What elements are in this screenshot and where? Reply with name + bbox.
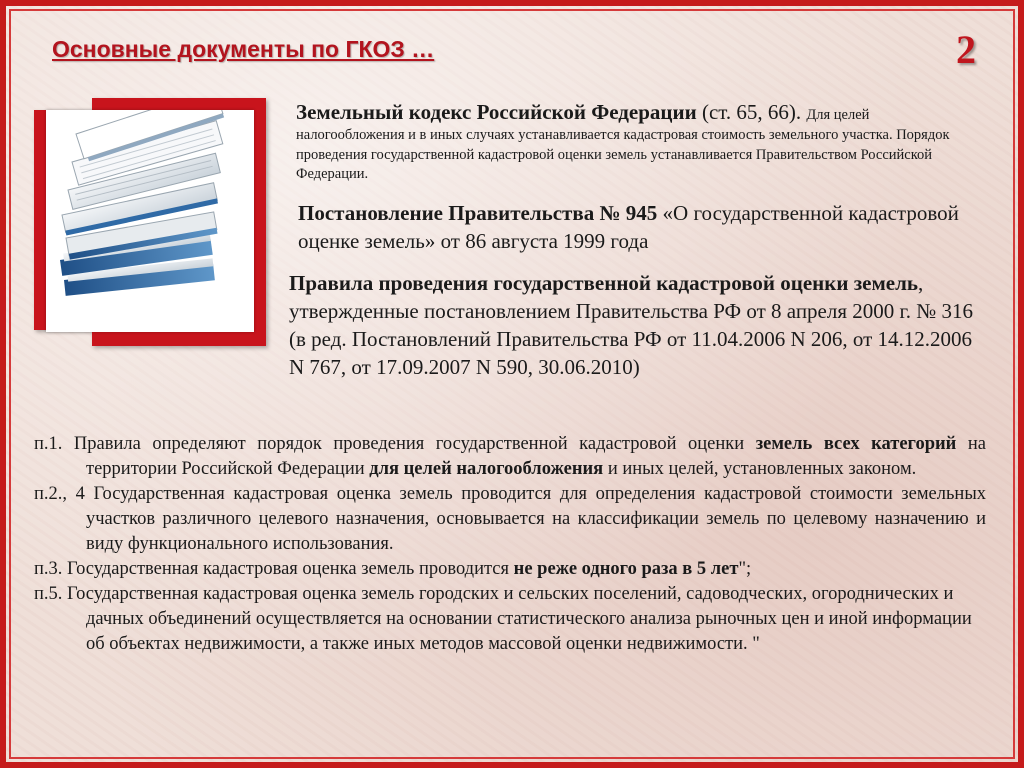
rules-text: , утвержденные постановлением Правительства РФ от 8 апреля 2000 г. № 316 (в ред. Постановлений Правительства РФ от 11.04.2006 N 206, от 14.12.2006 N 767, от 17.09.2007 N 590, 30.06.2010) — [289, 271, 974, 379]
rules-title: Правила проведения государственной кадастровой оценки земель — [289, 271, 919, 295]
land-code-title: Земельный кодекс Российской Федерации (ст. 65, 66). — [296, 100, 807, 124]
decree-945-text: «О государственной кадастровой оценке земель» от 86 августа 1999 года — [298, 201, 959, 253]
list-item: п.1. Правила определяют порядок проведения государственной кадастровой оценки земель всех категорий на территории Российской Федерации для целей налогообложения и иных целей, установленных законом. — [34, 434, 986, 479]
list-item: п.5. Государственная кадастровая оценка земель городских и сельских поселений, садоводческих, огороднических и дачных объединений осуществляется на основании статистического анализа рыночных цен и иной информации об объектах недвижимости, а также иных методов массовой оценки недвижимости. " — [34, 583, 972, 654]
rules-items-list — [34, 432, 986, 657]
page-number: 2 — [956, 27, 976, 72]
document-stack-icon — [46, 110, 254, 332]
list-item: п.2., 4 Государственная кадастровая оценка земель проводится для определения кадастровой стоимости земельных участков различного целевого назначения, основывается на классификации земель по целевому назначению и виду функционального использования. — [34, 483, 986, 554]
rules-paragraph — [289, 270, 979, 382]
land-code-text: Для целей налогообложения и в иных случаях устанавливается кадастровая стоимость земельного участка. Порядок проведения государственной кадастровой оценки земель устанавливается Правительством Российской Федерации. — [296, 107, 950, 182]
documents-image — [34, 98, 266, 346]
list-item: п.3. Государственная кадастровая оценка земель проводится не реже одного раза в 5 лет"; — [34, 558, 752, 579]
land-code-paragraph — [296, 100, 966, 183]
decree-945-paragraph — [298, 200, 978, 255]
slide-title: Основные документы по ГКОЗ … — [52, 36, 435, 62]
decree-945-title: Постановление Правительства № 945 — [298, 201, 658, 225]
